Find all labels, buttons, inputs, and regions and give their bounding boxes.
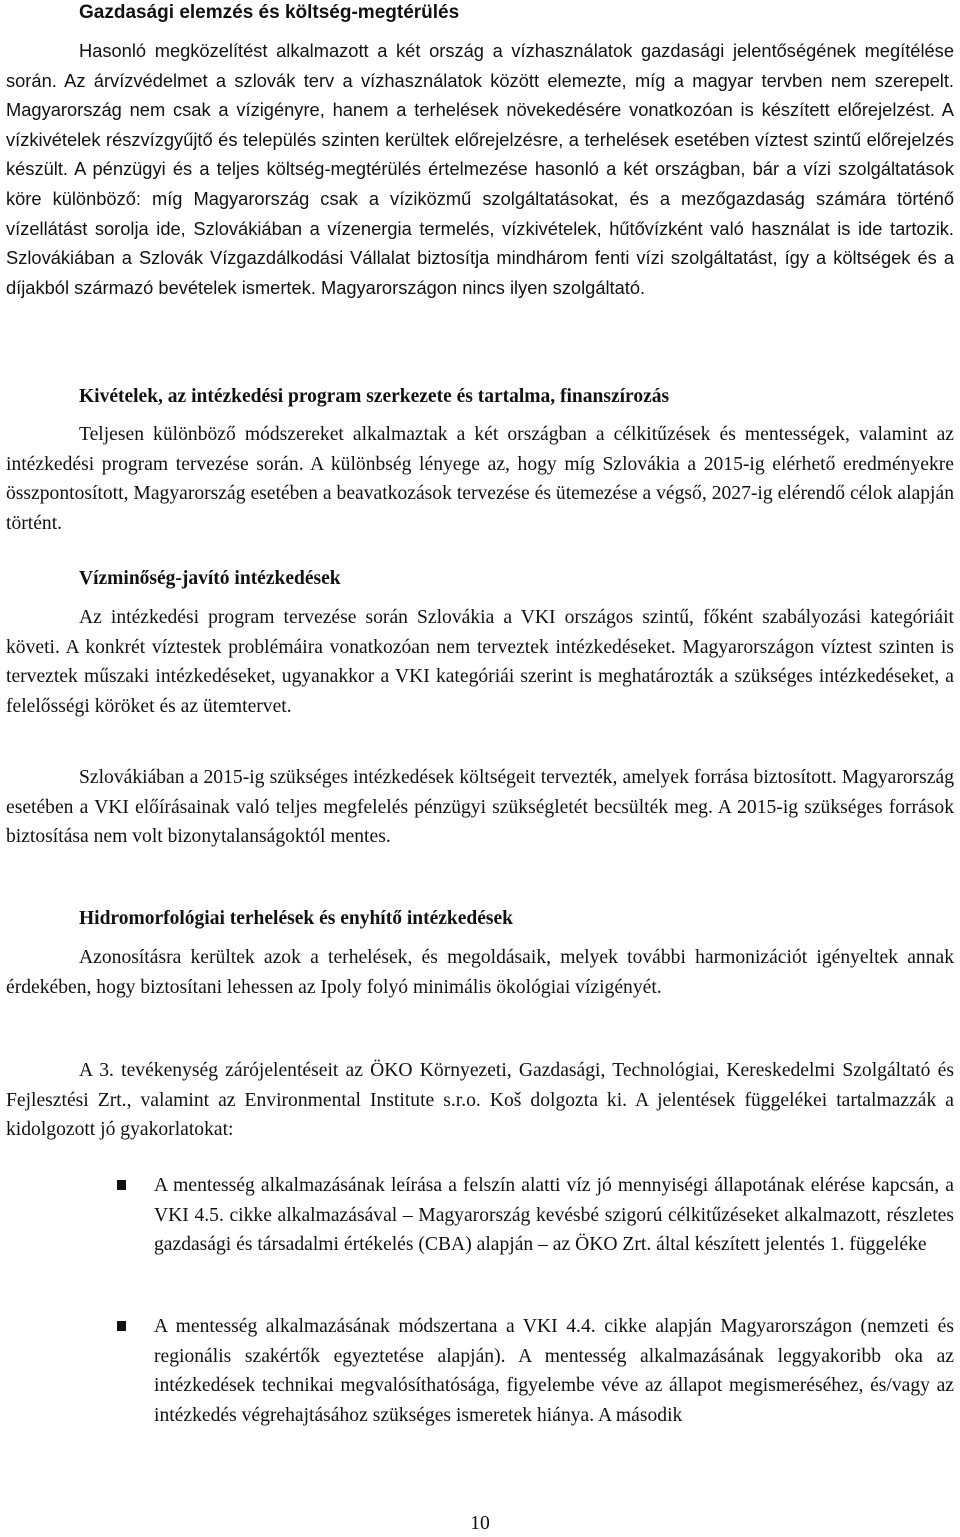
list-item bbox=[154, 1312, 954, 1430]
paragraph-exceptions-program: Teljesen különböző módszereket alkalmaztak a két országban a célkitűzések és mentességek, valamint az intézkedési program tervezése során. A különbség lényege az, hogy míg Szlovákia a 2015-ig elérhető eredményekre összpontosított, Magyarország esetében a beavatkozások tervezése és ütemezése a végső, 2027-ig elérendő célok alapján történt. bbox=[6, 424, 954, 534]
square-bullet-icon bbox=[117, 1180, 126, 1190]
paragraph-water-quality-2: Szlovákiában a 2015-ig szükséges intézkedések költségeit tervezték, amelyek forrása biztosított. Magyarország esetében a VKI előírásainak való teljes megfelelés pénzügyi szükségletét becsülték meg. A 2015-ig szükséges források biztosítása nem volt bizonytalanságoktól mentes. bbox=[6, 767, 954, 848]
section-heading-hydromorphological: Hidromorfológiai terhelések és enyhítő intézkedések bbox=[79, 908, 513, 929]
square-bullet-icon bbox=[117, 1321, 126, 1331]
paragraph-economic-analysis: Hasonló megközelítést alkalmazott a két ország a vízhasználatok gazdasági jelentőségének megítélése során. Az árvízvédelmet a szlovák terv a vízhasználatok között elemezte, míg a magyar tervben nem szerepelt. Magyarország nem csak a vízigényre, hanem a terhelések növekedésére vonatkozóan is készített előrejelzést. A vízkivételek részvízgyűjtő és település szinten kerültek előrejelzésre, a terhelések esetében víztest szintű előrejelzés készült. A pénzügyi és a teljes költség-megtérülés értelmezése hasonló a két országban, bár a vízi szolgáltatások köre különböző: míg Magyarország csak a víziközmű szolgáltatásokat, és a mezőgazdaság számára történő vízellátást sorolja ide, Szlovákiában a vízenergia termelés, vízkivételek, hűtővízként való használat is ide tartozik. Szlovákiában a Szlovák Vízgazdálkodási Vállalat biztosítja mindhárom fenti vízi szolgáltatást, így a költségek és a díjakból származó bevételek ismertek. Magyarországon nincs ilyen szolgáltató. bbox=[6, 40, 954, 298]
list-item-text: A mentesség alkalmazásának módszertana a VKI 4.4. cikke alapján Magyarországon (nemzeti és regionális szakértők egyeztetése alapján). A mentesség alkalmazásának leggyakoribb oka az intézkedések technikai megvalósíthatósága, figyelembe véve az állapot megismeréséhez, és/vagy az intézkedés végrehajtásához szükséges ismeretek hiánya. A második bbox=[154, 1316, 954, 1426]
paragraph-water-quality-1: Az intézkedési program tervezése során Szlovákia a VKI országos szintű, főként szabályozási kategóriáit követi. A konkrét víztestek problémáira vonatkozóan nem terveztek intézkedéseket. Magyarországon víztest szinten is terveztek műszaki intézkedéseket, ugyanakkor a VKI kategóriái szerint is meghatározták a szükséges intézkedéseket, a felelősségi köröket és az ütemtervet. bbox=[6, 607, 954, 717]
section-heading-economic-analysis: Gazdasági elemzés és költség-megtérülés bbox=[79, 2, 460, 23]
section-heading-water-quality-measures: Vízminőség-javító intézkedések bbox=[79, 568, 341, 589]
bullet-list bbox=[154, 1312, 954, 1430]
list-item-text: A mentesség alkalmazásának leírása a felszín alatti víz jó mennyiségi állapotának elérése kapcsán, a VKI 4.5. cikke alkalmazásával – Magyarország kevésbé szigorú célkitűzéseket alkalmazott, részletes gazdasági és társadalmi értékelés (CBA) alapján – az ÖKO Zrt. által készített jelentés 1. függeléke bbox=[154, 1175, 954, 1256]
bullet-list bbox=[154, 1171, 954, 1260]
section-heading-exceptions-program: Kivételek, az intézkedési program szerkezete és tartalma, finanszírozás bbox=[79, 386, 670, 407]
paragraph-hydromorphological-2: A 3. tevékenység zárójelentéseit az ÖKO Környezeti, Gazdasági, Technológiai, Kereskedelmi Szolgáltató és Fejlesztési Zrt., valamint az Environmental Institute s.r.o. Koš dolgozta ki. A jelentések függelékei tartalmazzák a kidolgozott jó gyakorlatokat: bbox=[6, 1060, 954, 1141]
list-item bbox=[154, 1171, 954, 1260]
page-number: 10 bbox=[470, 1513, 490, 1534]
paragraph-hydromorphological-1: Azonosításra kerültek azok a terhelések, és megoldásaik, melyek további harmonizációt igényeltek annak érdekében, hogy biztosítani lehessen az Ipoly folyó minimális ökológiai vízigényét. bbox=[6, 947, 954, 998]
